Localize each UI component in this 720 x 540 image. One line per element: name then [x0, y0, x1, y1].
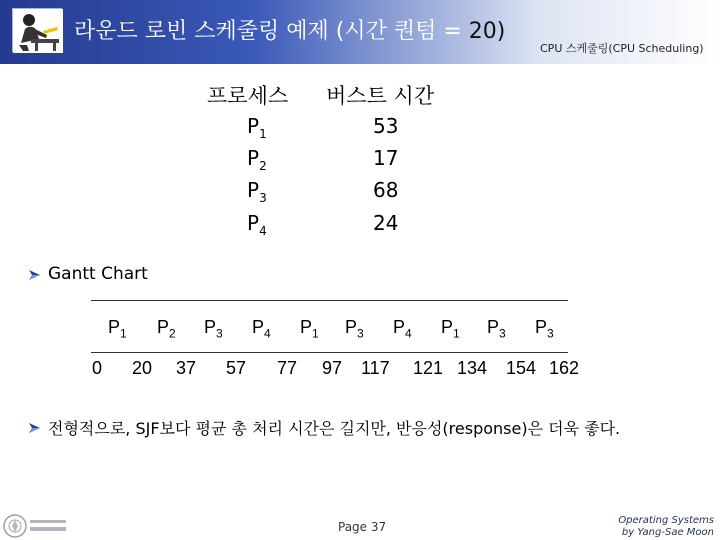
slide-title: [74, 14, 505, 45]
gantt-chart-label: Gantt Chart: [48, 264, 148, 284]
bullet-icon: [28, 421, 42, 435]
gantt-time-tick: 97: [322, 358, 343, 378]
slide-title-quantum: 20): [468, 19, 506, 44]
slide-title-text: 라운드 로빈 스케줄링 예제 (시간 퀀텀 =: [74, 19, 462, 44]
gantt-time-tick: 37: [176, 358, 197, 378]
professor-at-desk-icon: [12, 8, 62, 52]
gantt-cell: $P_3$: [204, 317, 223, 341]
gantt-time-tick: 57: [226, 358, 247, 378]
gantt-top-border: [91, 300, 568, 301]
gantt-cell: $P_4$: [393, 317, 412, 341]
university-logo-icon: [2, 513, 70, 539]
process-name: $P_1$: [247, 114, 267, 141]
gantt-cell: $P_3$: [487, 317, 506, 341]
chapter-subtitle: CPU 스케줄링(CPU Scheduling): [540, 42, 704, 55]
gantt-cell: $P_4$: [252, 317, 271, 341]
burst-time-value: 68: [373, 178, 399, 202]
gantt-cell: $P_1$: [441, 317, 460, 341]
gantt-time-tick: 117: [361, 358, 390, 378]
title-bar: [0, 0, 720, 64]
author-name: by Yang-Sae Moon: [621, 527, 714, 538]
page-number: Page 37: [338, 520, 387, 534]
gantt-time-tick: 154: [506, 358, 537, 378]
gantt-cell: $P_3$: [535, 317, 554, 341]
footer-credit: [618, 515, 714, 539]
course-name: Operating Systems: [618, 515, 714, 526]
process-name: $P_2$: [247, 146, 267, 173]
gantt-time-tick: 121: [413, 358, 444, 378]
gantt-cell: $P_1$: [108, 317, 127, 341]
gantt-cell: $P_1$: [300, 317, 319, 341]
gantt-time-tick: 162: [549, 358, 580, 378]
process-name: $P_4$: [247, 211, 267, 238]
burst-time-value: 17: [373, 146, 399, 170]
gantt-cell: $P_3$: [345, 317, 364, 341]
gantt-time-tick: 77: [277, 358, 298, 378]
burst-time-value: 53: [373, 114, 399, 138]
gantt-cell: $P_2$: [157, 317, 176, 341]
gantt-bottom-border: [91, 352, 568, 353]
conclusion-text: 전형적으로, SJF보다 평균 총 처리 시간은 길지만, 반응성(response)은 더욱 좋다.: [48, 419, 621, 438]
column-header-burst-time: 버스트 시간: [326, 84, 435, 108]
burst-time-value: 24: [373, 211, 399, 235]
bullet-icon: [28, 268, 42, 282]
gantt-time-tick: 0: [92, 358, 103, 378]
column-header-process: 프로세스: [207, 84, 289, 108]
gantt-time-tick: 134: [457, 358, 488, 378]
process-name: $P_3$: [247, 178, 267, 205]
gantt-time-tick: 20: [132, 358, 153, 378]
